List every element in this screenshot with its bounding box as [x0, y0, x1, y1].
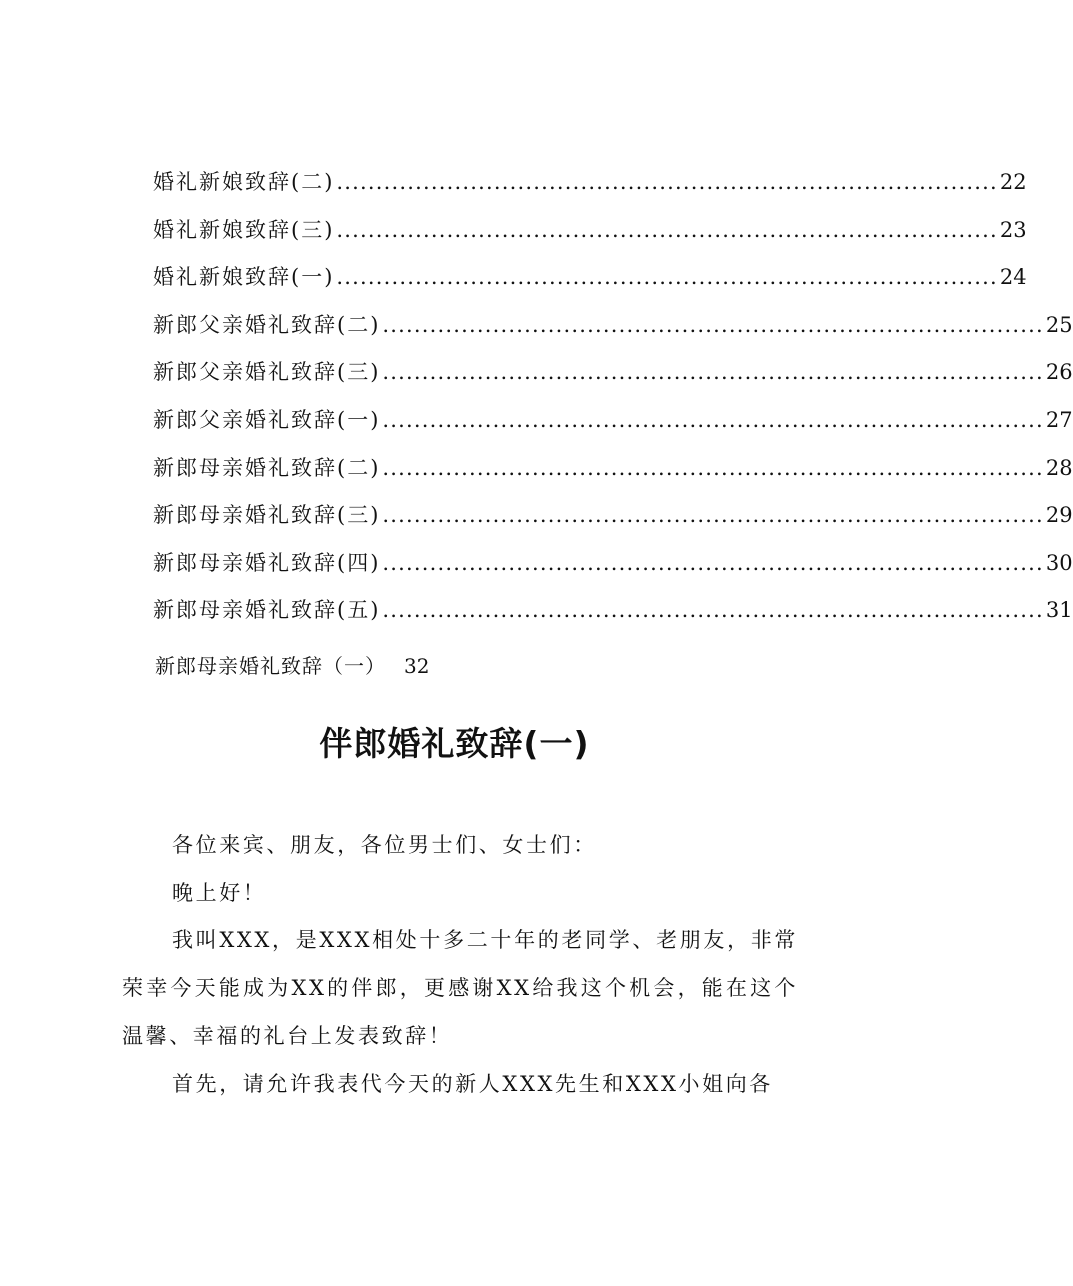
toc-leader: .................................................................................... [382, 360, 1044, 385]
toc-entry-title: 新郎母亲婚礼致辞（一） [155, 654, 386, 678]
toc-entry-page: 25 [1045, 312, 1073, 337]
toc-entry-title: 新郎母亲婚礼致辞(二) [153, 455, 381, 480]
toc-leader: .................................................................................... [382, 312, 1044, 337]
toc-entry-page: 28 [1045, 455, 1073, 480]
toc-entry-title: 新郎母亲婚礼致辞(五) [153, 598, 381, 623]
toc-entry-title: 新郎母亲婚礼致辞(三) [153, 503, 381, 528]
toc-entry-page: 24 [999, 265, 1027, 290]
table-of-contents [153, 166, 1073, 642]
toc-leader: .................................................................................... [336, 217, 998, 242]
toc-entry[interactable] [153, 404, 1073, 452]
toc-entry-page: 32 [404, 654, 430, 678]
toc-entry-title: 婚礼新娘致辞(一) [153, 265, 335, 290]
paragraph: 我叫XXX，是XXX相处十多二十年的老同学、老朋友，非常荣幸今天能成为XX的伴郎，更感谢XX给我这个机会，能在这个温馨、幸福的礼台上发表致辞！ [122, 928, 798, 1048]
toc-leader: .................................................................................... [382, 407, 1044, 432]
toc-entry[interactable] [153, 261, 1027, 309]
toc-leader: .................................................................................... [382, 455, 1044, 480]
toc-entry-title: 新郎母亲婚礼致辞(四) [153, 550, 381, 575]
toc-entry-title: 婚礼新娘致辞(二) [153, 170, 335, 194]
toc-entry-page: 30 [1045, 550, 1073, 575]
toc-leader: .................................................................................... [336, 170, 998, 194]
toc-entry[interactable] [153, 452, 1073, 500]
section-heading: 伴郎婚礼致辞(一) [319, 724, 590, 763]
toc-entry[interactable] [153, 166, 1027, 214]
toc-entry[interactable] [153, 594, 1073, 642]
toc-entry[interactable] [153, 356, 1073, 404]
toc-leader: .................................................................................... [382, 550, 1044, 575]
toc-entry-title: 婚礼新娘致辞(三) [153, 217, 335, 242]
paragraph: 各位来宾、朋友，各位男士们、女士们： [172, 833, 597, 857]
toc-entry[interactable] [153, 547, 1073, 595]
toc-leader: .................................................................................... [382, 503, 1044, 528]
toc-leader: .................................................................................... [336, 265, 998, 290]
toc-leader: .................................................................................... [382, 598, 1044, 623]
toc-entry[interactable] [153, 309, 1073, 357]
toc-entry-title: 新郎父亲婚礼致辞(二) [153, 312, 381, 337]
paragraph: 晚上好！ [172, 880, 267, 905]
toc-entry-page: 26 [1045, 360, 1073, 385]
toc-entry-page: 29 [1045, 503, 1073, 528]
toc-entry-page: 23 [999, 217, 1027, 242]
toc-entry-title: 新郎父亲婚礼致辞(三) [153, 360, 381, 385]
toc-entry-title: 新郎父亲婚礼致辞(一) [153, 407, 381, 432]
toc-entry[interactable] [153, 214, 1027, 262]
paragraph: 首先，请允许我表代今天的新人XXX先生和XXX小姐向各 [172, 1071, 773, 1096]
toc-entry[interactable] [153, 499, 1073, 547]
body-text [122, 822, 798, 1108]
toc-entry-page: 31 [1045, 598, 1073, 623]
toc-entry-page: 22 [999, 170, 1027, 194]
toc-entry-last[interactable] [155, 650, 429, 679]
toc-entry-page: 27 [1045, 407, 1073, 432]
